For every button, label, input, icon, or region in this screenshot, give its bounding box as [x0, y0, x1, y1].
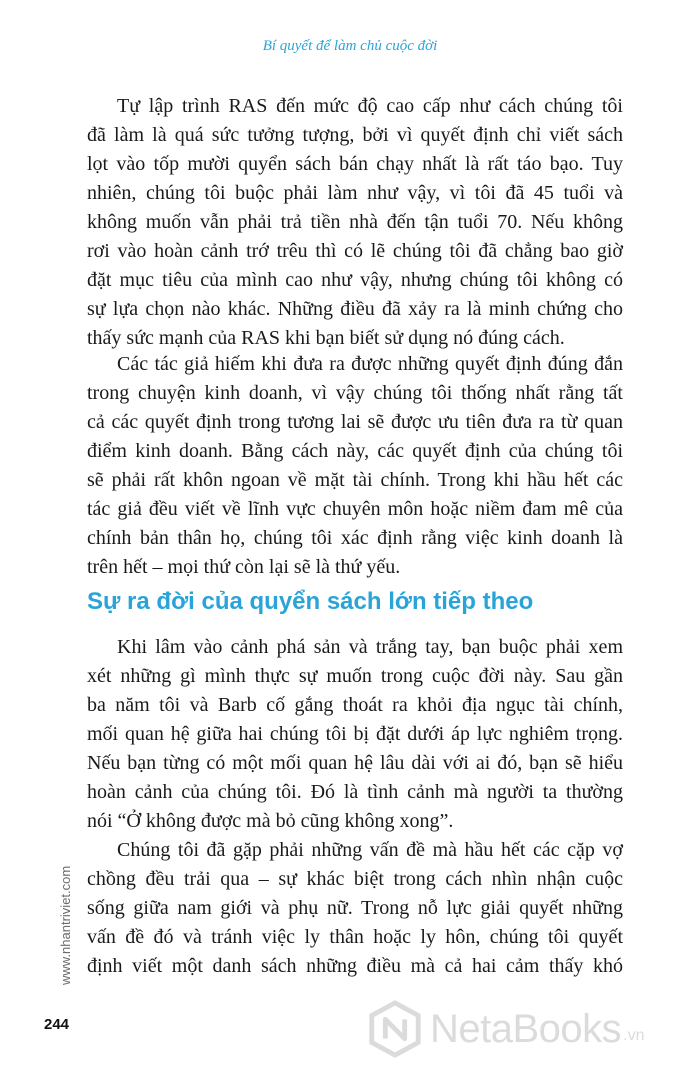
text-line: ba năm tôi và Barb cố gắng thoát ra khỏi địa ngục tài chính, [87, 694, 623, 716]
page-number: 244 [44, 1016, 70, 1033]
text-line: cả các quyết định trong tương lai sẽ được ưu tiên đưa ra từ quan [87, 411, 623, 433]
text-line: chồng đều trải qua – sự khác biệt trong cách nhìn nhận cuộc [87, 868, 623, 890]
text-line: Tự lập trình RAS đến mức độ cao cấp như cách chúng tôi [117, 95, 623, 117]
text-line: chính bản thân họ, chúng tôi xác định rằng việc kinh doanh là [87, 527, 623, 549]
watermark [366, 1000, 645, 1058]
text-line: Chúng tôi đã gặp phải những vấn đề mà hầu hết các cặp vợ [117, 839, 623, 861]
text-line: sự lựa chọn nào khác. Những điều đã xảy ra là minh chứng cho [87, 298, 623, 320]
text-line: tác giả đều viết về lĩnh vực chuyên môn hoặc niềm đam mê của [87, 498, 623, 520]
netabooks-logo-icon [366, 1000, 424, 1058]
watermark-text: NetaBooks [430, 1006, 622, 1051]
text-line: đặt mục tiêu của mình cao như vậy, nhưng chúng tôi không có [87, 269, 623, 291]
text-line: Các tác giả hiếm khi đưa ra được những quyết định đúng đắn [117, 353, 623, 375]
text-line: điểm kinh doanh. Bằng cách này, các quyết định của chúng tôi [87, 440, 623, 462]
section-heading: Sự ra đời của quyển sách lớn tiếp theo [87, 588, 534, 615]
text-line: xét những gì mình thực sự muốn trong cuộc đời này. Sau gần [87, 665, 623, 687]
text-line: không muốn vẫn phải trả tiền nhà đến tận tuổi 70. Nếu không [87, 211, 623, 233]
text-line: Nếu bạn từng có một mối quan hệ lâu dài với ai đó, bạn sẽ hiểu [87, 752, 623, 774]
text-line: sống giữa nam giới và phụ nữ. Trong nỗ lực giải quyết những [87, 897, 623, 919]
paragraph-2 [87, 350, 623, 582]
text-line: Khi lâm vào cảnh phá sản và trắng tay, bạn buộc phải xem [117, 636, 623, 658]
text-line: trong chuyện kinh doanh, vì vậy chúng tôi thống nhất rằng tất [87, 382, 623, 404]
paragraph-3 [87, 633, 623, 836]
paragraph-4 [87, 836, 623, 981]
text-line: đã làm là quá sức tưởng tượng, bởi vì quyết định chỉ viết sách [87, 124, 623, 146]
text-line: lọt vào tốp mười quyển sách bán chạy nhất là rất táo bạo. Tuy [87, 153, 623, 175]
text-line: định viết một danh sách những điều mà cả hai cảm thấy khó [87, 955, 623, 977]
watermark-suffix: .vn [623, 1027, 645, 1044]
text-line: thấy sức mạnh của RAS khi bạn biết sử dụng nó đúng cách. [87, 327, 565, 349]
text-line: mối quan hệ giữa hai chúng tôi bị đặt dưới áp lực nghiêm trọng. [87, 723, 623, 745]
text-line: nhiên, chúng tôi buộc phải làm như vậy, vì tôi đã 45 tuổi và [87, 182, 623, 204]
text-line: nói “Ở không được mà bỏ cũng không xong”. [87, 810, 454, 832]
running-header: Bí quyết để làm chủ cuộc đời [262, 38, 438, 54]
paragraph-1 [87, 92, 623, 353]
publisher-url: www.nhantriviet.com [58, 865, 73, 985]
text-line: sẽ phải rất khôn ngoan về mặt tài chính. Trong khi hầu hết các [87, 469, 623, 491]
text-line: hoàn cảnh của chúng tôi. Đó là tình cảnh mà người ta thường [87, 781, 623, 803]
text-line: rơi vào hoàn cảnh trớ trêu thì có lẽ chúng tôi đã chẳng bao giờ [87, 240, 623, 262]
text-line: vấn đề đó và tránh việc ly thân hoặc ly hôn, chúng tôi quyết [87, 926, 623, 948]
text-line: trên hết – mọi thứ còn lại sẽ là thứ yếu. [87, 556, 401, 578]
